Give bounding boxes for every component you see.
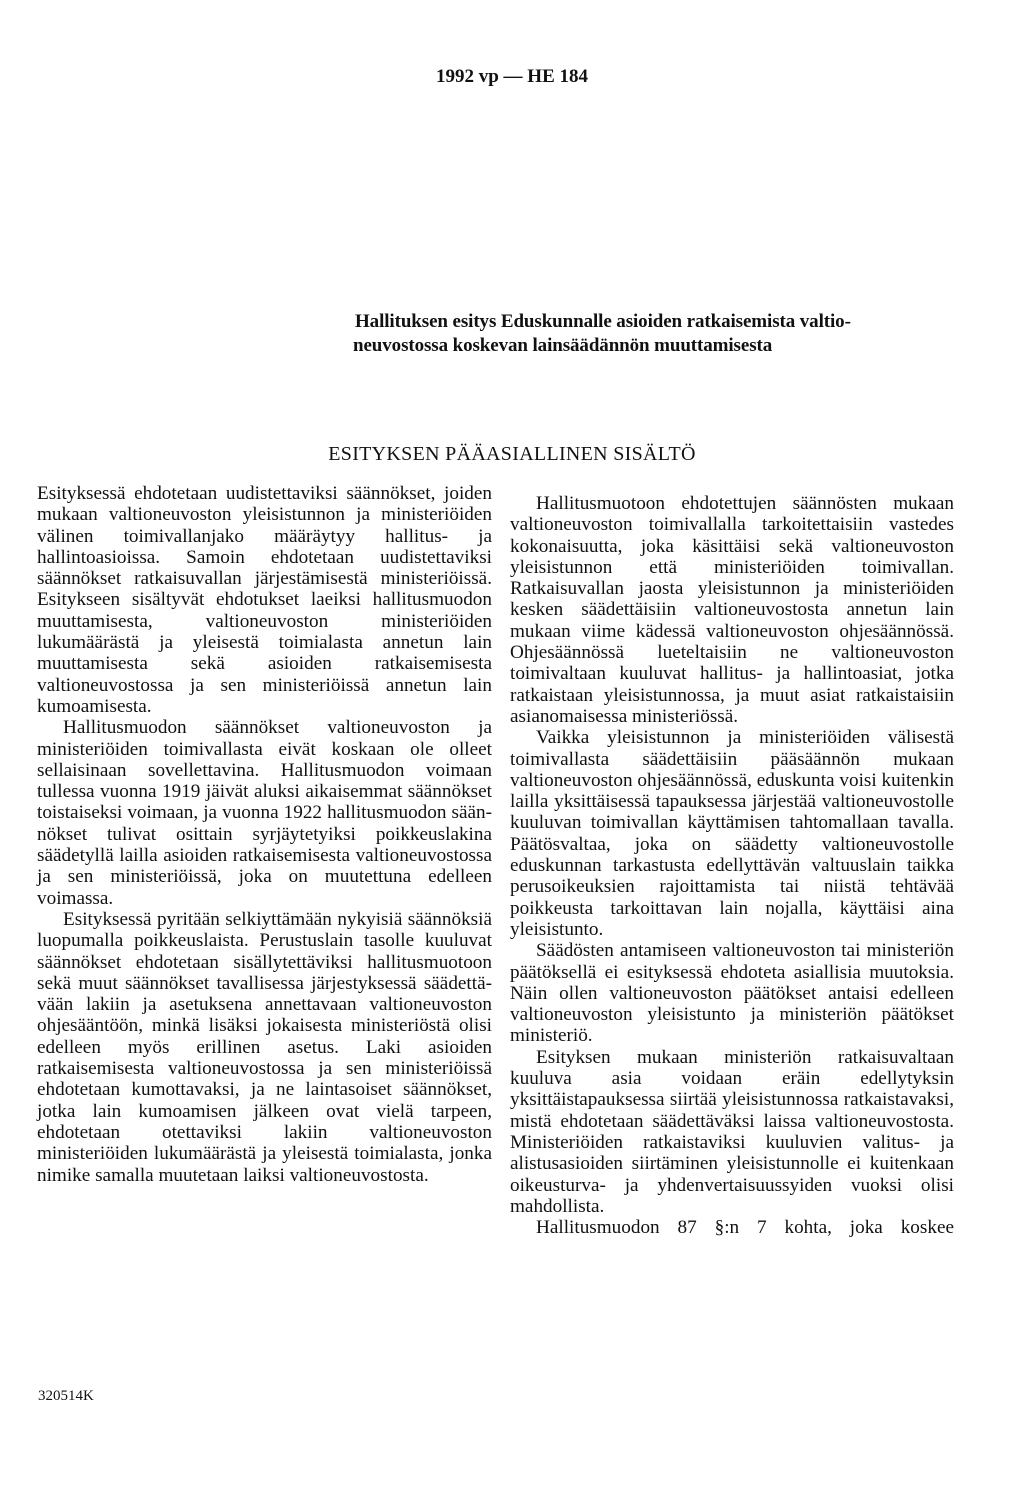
right-paragraph-1: Hallitusmuotoon ehdotettujen säännösten mukaan valtioneuvoston toimivallalla tarkoitettaisiin vastedes kokonaisuutta, joka käsittäisi sekä valtioneuvoston yleisistunnon että ministeriöiden toimivallan. Ratkaisuvallan jaosta yleisistunnon ja ministeriöiden kesken säädettäisiin valtioneuvostosta annetun lain mukaan viime kädessä valtioneuvoston ohjesäännössä. Ohjesäännössä lueteltaisiin ne valtioneuvoston toimivaltaan kuuluvat hallitus- ja hallintoasiat, jotka ratkaistaan yleisistunnossa, ja muut asiat ratkaistaisiin asianomaisessa ministeriössä. [510,493,954,727]
left-paragraph-1: Esityksessä ehdotetaan uudistettaviksi säännökset, joiden mukaan valtioneuvoston yleisistunnon ja ministeriöiden välinen toimivallanjako määräytyy hallitus- ja hallintoasioissa. Samoin ehdotetaan uudistettaviksi säännökset ratkaisuvallan järjestämisestä ministeriöissä. Esitykseen sisältyvät ehdotukset laeiksi hallitusmuodon muuttamisesta, valtioneuvoston ministeriöiden lukumäärästä ja yleisestä toimialasta annetun lain muuttamisesta sekä asioiden ratkaisemisesta valtioneuvostossa ja sen ministeriöissä annetun lain kumoamisesta. [37,483,492,717]
title-line-1: Hallituksen esitys Eduskunnalle asioiden ratkaisemista valtio- [355,311,851,332]
right-paragraph-3: Säädösten antamiseen valtioneuvoston tai ministeriön päätöksellä ei esityksessä ehdoteta asiallisia muutoksia. Näin ollen valtioneuvoston päätökset antaisi edelleen valtioneuvoston yleisistunto ja ministeriön päätökset ministeriö. [510,940,954,1047]
right-paragraph-4: Esityksen mukaan ministeriön ratkaisuvaltaan kuuluva asia voidaan eräin edellytyksin yksittäistapauksessa siirtää yleisistunnossa ratkaistavaksi, mistä ehdotetaan säädettäväksi laissa valtioneuvostosta. Ministeriöiden ratkaistaviksi kuuluvien valitus- ja alistusasioiden siirtäminen yleisistunnolle ei kuitenkaan oikeusturva- ja yhdenvertaisuussyiden vuoksi olisi mahdollista. [510,1046,954,1217]
right-paragraph-5: Hallitusmuodon 87 §:n 7 kohta, joka koskee [536,1217,954,1239]
left-column [37,483,492,1186]
document-header: 1992 vp — HE 184 [435,66,589,87]
left-paragraph-2: Hallitusmuodon säännökset valtioneuvoston ja ministeriöiden toimivallasta eivät koskaan ole olleet sellaisinaan sovellettavina. Hallitusmuodon voimaan tullessa vuonna 1919 jäivät aluksi aikaisemmat säännökset toistaiseksi voimaan, ja vuonna 1922 hallitusmuodon säännökset tulivat osittain syrjäytetyiksi poikkeuslakina säädetyllä lailla asioiden ratkaisemisesta valtioneuvostossa ja sen ministeriöissä, joka on muutettuna edelleen voimassa. [37,717,492,909]
left-paragraph-3: Esityksessä pyritään selkiyttämään nykyisiä säännöksiä luopumalla poikkeuslaista. Perustuslain tasolle kuuluvat säännökset ehdotetaan sisällytettäviksi hallitusmuotoon sekä muut säännökset tavallisessa järjestyksessä säädettävään lakiin ja asetuksena annettavaan valtioneuvoston ohjesääntöön, minkä lisäksi jokaisesta ministeriöstä olisi edelleen myös erillinen asetus. Laki asioiden ratkaisemisesta valtioneuvostossa ja sen ministeriöissä ehdotetaan kumottavaksi, ja ne laintasoiset säännökset, jotka lain kumoamisen jälkeen ovat vielä tarpeen, ehdotetaan otettaviksi lakiin valtioneuvoston ministeriöiden lukumäärästä ja yleisestä toimialasta, jonka nimike samalla muutetaan laiksi valtioneuvostosta. [37,908,492,1186]
section-heading: ESITYKSEN PÄÄASIALLINEN SISÄLTÖ [328,443,696,465]
footer-code: 320514K [38,1388,94,1404]
document-title [355,310,975,358]
right-column [510,493,954,1238]
right-paragraph-2: Vaikka yleisistunnon ja ministeriöiden välisestä toimivallasta säädettäisiin pääsäännön mukaan valtioneuvoston ohjesäännössä, eduskunta voisi kuitenkin lailla yksittäisessä tapauksessa järjestää valtioneuvostolle kuuluvan toimivallan käyttämisen tahtomallaan tavalla. Päätösvaltaa, joka on säädetty valtioneuvostolle eduskunnan tarkastusta edellyttävän valtuuslain taikka perusoikeuksien rajoittamista tai niistä tehtävää poikkeusta tarkoittavan lain nojalla, käyttäisi aina yleisistunto. [510,727,954,940]
title-line-2: neuvostossa koskevan lainsäädännön muuttamisesta [353,335,773,356]
